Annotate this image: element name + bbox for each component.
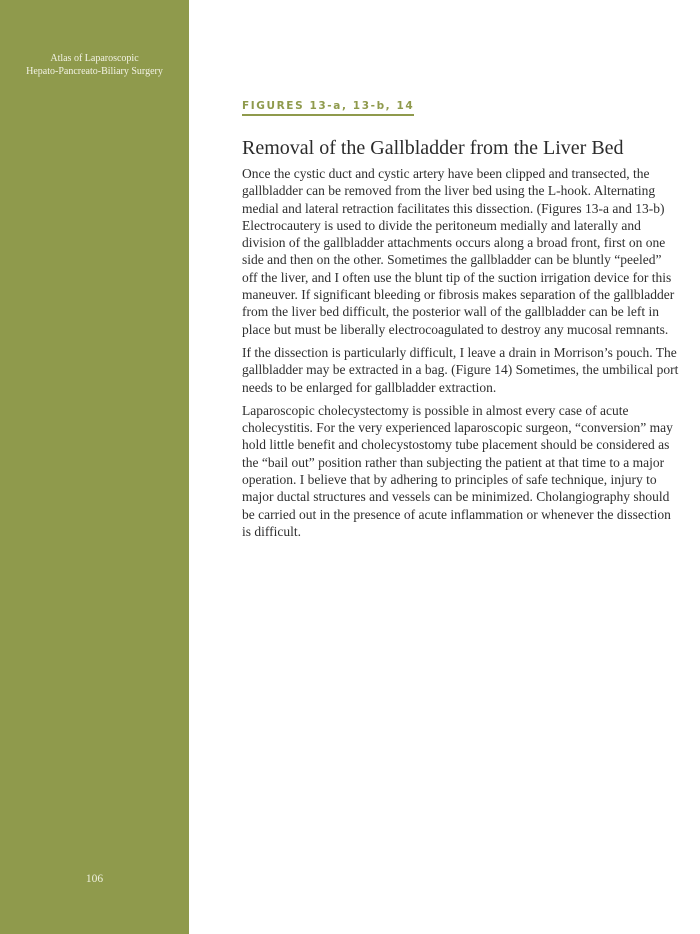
paragraph-1: Once the cystic duct and cystic artery have been clipped and transected, the gallbladder can be removed from the liver bed using the L-hook. Alternating medial and lateral retraction facilitates this dissection. (Figures 13-a and 13-b) Electrocautery is used to divide the peritoneum medially and laterally and division of the gallbladder attachments occurs along a broad front, first on one side and then on the other. Sometimes the gallbladder can be bluntly “peeled” off the liver, and I often use the blunt tip of the suction irrigation device for this maneuver. If significant bleeding or fibrosis makes separation of the gallbladder from the liver bed difficult, the posterior wall of the gallbladder can be left in place but must be liberally electrocoagulated to destroy any mucosal remnants. xyxy=(242,166,675,337)
book-title-line-1: Atlas of Laparoscopic xyxy=(50,53,139,64)
page-number: 106 xyxy=(85,873,104,885)
body-text xyxy=(242,165,680,540)
book-title-line-2: Hepato-Pancreato-Biliary Surgery xyxy=(26,66,163,77)
paragraph-3: Laparoscopic cholecystectomy is possible in almost every case of acute cholecystitis. For the very experienced laparoscopic surgeon, “conversion” may hold little benefit and cholecystostomy tube placement should be considered as the “bail out” position rather than subjecting the patient at that time to a major operation. I believe that by adhering to principles of safe technique, injury to major ductal structures and vessels can be minimized. Cholangiography should be carried out in the presence of acute inflammation or whenever the dissection is difficult. xyxy=(242,402,673,539)
book-title xyxy=(0,52,189,78)
section-title: Removal of the Gallbladder from the Liver Bed xyxy=(242,137,624,159)
main-content xyxy=(242,96,680,546)
figure-reference: FIGURES 13-a, 13-b, 14 xyxy=(242,100,414,116)
paragraph-2: If the dissection is particularly difficult, I leave a drain in Morrison’s pouch. The gallbladder may be extracted in a bag. (Figure 14) Sometimes, the umbilical port needs to be enlarged for gallbladder extraction. xyxy=(242,344,679,395)
sidebar xyxy=(0,0,189,934)
